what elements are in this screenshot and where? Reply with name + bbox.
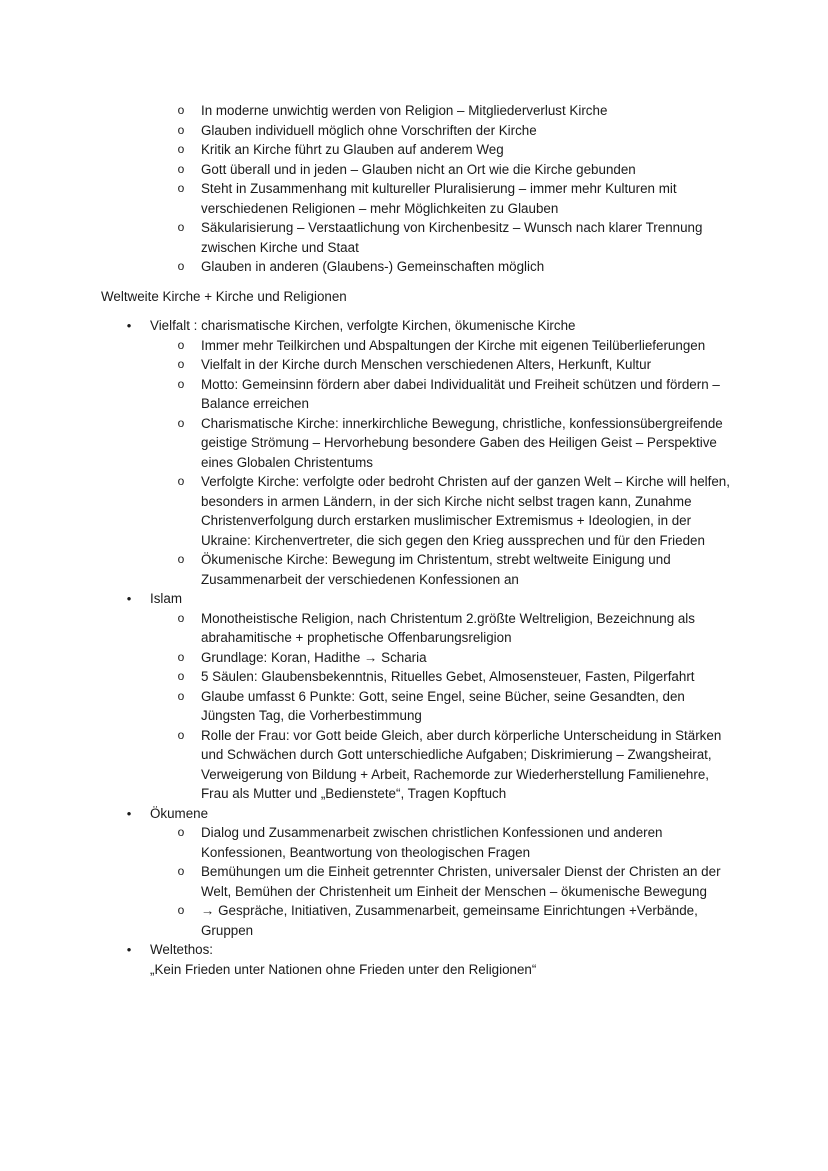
topic-quote: „Kein Frieden unter Nationen ohne Frieden unter den Religionen“ [150,961,537,977]
list-item: o Immer mehr Teilkirchen und Abspaltungen der Kirche mit eigenen Teilüberlieferungen [0,336,731,356]
list-item: o Ökumenische Kirche: Bewegung im Christentum, strebt weltweite Einigung und Zusammenarbeit der verschiedenen Konfessionen an [0,550,731,589]
circle-bullet-icon: o [177,825,185,839]
circle-bullet-icon: o [177,415,185,430]
circle-bullet-icon: o [177,161,185,176]
list-item: o Dialog und Zusammenarbeit zwischen christlichen Konfessionen und anderen Konfessionen, Beantwortung von theologischen Fragen [0,823,731,862]
list-item: o Vielfalt in der Kirche durch Menschen verschiedenen Alters, Herkunft, Kultur [0,355,731,375]
circle-bullet-icon: o [177,122,185,137]
topic-title: Islam [150,591,182,606]
disc-bullet-icon: • [126,591,132,606]
intro-list [0,101,828,277]
topic-title: Vielfalt : charismatische Kirchen, verfolgte Kirchen, ökumenische Kirche [150,318,576,333]
list-item: o Gott überall und in jeden – Glauben nicht an Ort wie die Kirche gebunden [0,160,731,180]
circle-bullet-icon: o [177,727,185,742]
circle-bullet-icon: o [177,474,185,488]
circle-bullet-icon: o [177,220,185,234]
list-item: o 5 Säulen: Glaubensbekenntnis, Rituelles Gebet, Almosensteuer, Fasten, Pilgerfahrt [0,667,731,687]
list-item: o Motto: Gemeinsinn fördern aber dabei Individualität und Freiheit schützen und fördern – Balance erreichen [0,375,731,414]
list-item: o Rolle der Frau: vor Gott beide Gleich, aber durch körperliche Unterscheidung in Stärken und Schwächen durch Gott unterschiedliche Aufgaben; Diskrimierung – Zwangsheirat, Verweigerung von Bildung + Arbeit, Rachemorde zur Wiederherstellung Familienehre, Frau als Mutter und „Bedienstete“, Tragen Kopftuch [0,726,731,804]
topic-oekumene [0,804,750,824]
topic-list [0,316,828,979]
circle-bullet-icon: o [177,357,185,371]
circle-bullet-icon: o [177,669,185,683]
disc-bullet-icon: • [126,318,132,333]
topic-title: Ökumene [150,805,209,821]
list-item: o Steht in Zusammenhang mit kultureller Pluralisierung – immer mehr Kulturen mit verschiedenen Religionen – mehr Möglichkeiten zu Glauben [0,179,731,218]
list-item: o Grundlage: Koran, Hadithe → Scharia [0,648,731,668]
document-body [0,101,828,979]
list-item: o Verfolgte Kirche: verfolgte oder bedroht Christen auf der ganzen Welt – Kirche will helfen, besonders in armen Ländern, in der sich Kirche nicht selbst tragen kann, Zunahme Christenverfolgung durch erstarken muslimischer Extremismus + Ideologien, in der Ukraine: Kirchenvertreter, die sich gegen den Krieg aussprechen und für den Frieden [0,472,731,550]
topic-weltethos [0,940,750,979]
circle-bullet-icon: o [177,103,185,117]
circle-bullet-icon: o [177,552,185,566]
circle-bullet-icon: o [177,181,185,195]
circle-bullet-icon: o [177,649,185,664]
list-item: o Glauben in anderen (Glaubens-) Gemeinschaften möglich [0,257,731,277]
list-item: o Glauben individuell möglich ohne Vorschriften der Kirche [0,121,731,141]
list-item: o Kritik an Kirche führt zu Glauben auf anderem Weg [0,140,731,160]
disc-bullet-icon: • [126,942,132,957]
section-heading: Weltweite Kirche + Kirche und Religionen [101,288,347,304]
circle-bullet-icon: o [177,337,185,352]
list-item: o → Gespräche, Initiativen, Zusammenarbeit, gemeinsame Einrichtungen +Verbände, Gruppen [0,901,731,940]
disc-bullet-icon: • [126,805,132,821]
list-item: o In moderne unwichtig werden von Religion – Mitgliederverlust Kirche [0,101,731,121]
circle-bullet-icon: o [177,142,185,156]
circle-bullet-icon: o [177,259,185,273]
circle-bullet-icon: o [177,903,185,917]
list-item: o Säkularisierung – Verstaatlichung von Kirchenbesitz – Wunsch nach klarer Trennung zwischen Kirche und Staat [0,218,731,257]
topic-islam [0,589,750,609]
list-item: o Bemühungen um die Einheit getrennter Christen, universaler Dienst der Christen an der Welt, Bemühen der Christenheit um Einheit der Menschen – ökumenische Bewegung [0,862,731,901]
list-item: o Glaube umfasst 6 Punkte: Gott, seine Engel, seine Bücher, seine Gesandten, den Jüngsten Tag, die Vorherbestimmung [0,687,731,726]
circle-bullet-icon: o [177,610,185,625]
topic-vielfalt [0,316,750,336]
circle-bullet-icon: o [177,688,185,703]
topic-title: Weltethos: [150,942,214,957]
list-item: o Charismatische Kirche: innerkirchliche Bewegung, christliche, konfessionsübergreifende geistige Strömung – Hervorhebung besondere Gaben des Heiligen Geist – Perspektive eines Globalen Christentums [0,414,731,473]
list-item: o Monotheistische Religion, nach Christentum 2.größte Weltreligion, Bezeichnung als abrahamitische + prophetische Offenbarungsreligion [0,609,731,648]
circle-bullet-icon: o [177,864,185,878]
circle-bullet-icon: o [177,376,185,391]
